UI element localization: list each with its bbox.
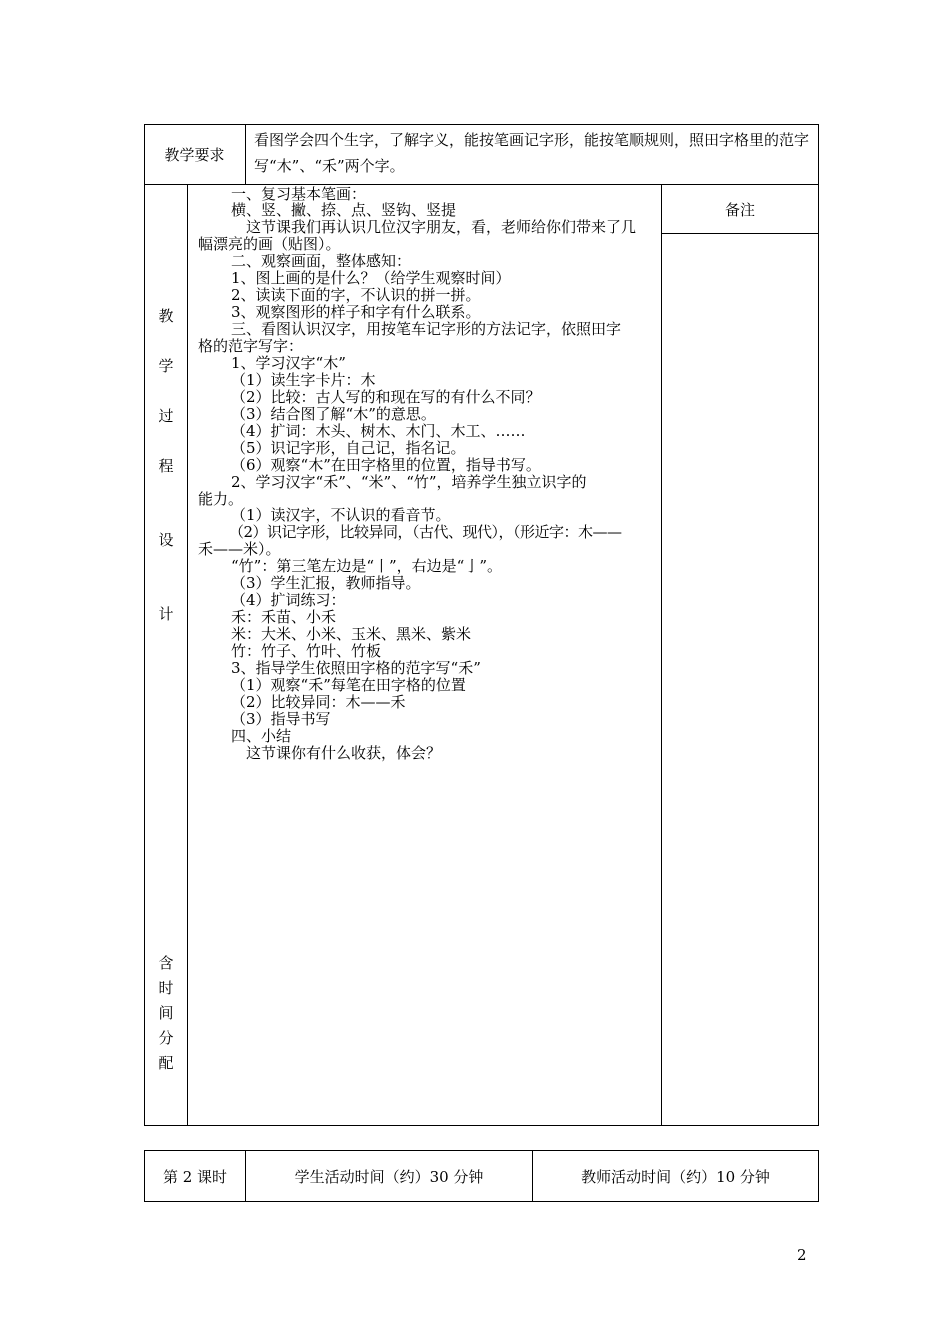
content-line: 米：大米、小米、玉米、黑米、紫米 bbox=[231, 625, 472, 643]
content-line: 1、学习汉字“木” bbox=[231, 354, 346, 372]
content-line: （4）扩词：木头、树木、木门、木工、…… bbox=[231, 422, 526, 440]
content-line: （4）扩词练习： bbox=[231, 591, 346, 609]
content-line: （1）读汉字，不认识的看音节。 bbox=[231, 506, 451, 524]
content-line: 3、观察图形的样子和字有什么联系。 bbox=[231, 303, 481, 321]
time-label-char: 分 bbox=[158, 1029, 174, 1047]
content-line: 禾：禾苗、小禾 bbox=[231, 608, 337, 626]
content-line: “竹”：第三笔左边是“丨”，右边是“亅”。 bbox=[231, 557, 503, 575]
col-divider bbox=[245, 124, 246, 185]
process-label-char: 设 bbox=[158, 531, 174, 549]
content-line: 幅漂亮的画（贴图）。 bbox=[198, 235, 341, 253]
student-activity-time: 学生活动时间（约）30 分钟 bbox=[294, 1167, 484, 1186]
content-line: 二、观察画面，整体感知： bbox=[231, 252, 412, 270]
content-line: 横、竖、撇、捺、点、竖钩、竖提 bbox=[231, 201, 457, 219]
col-divider bbox=[661, 184, 662, 1126]
content-line: （2）比较：古人写的和现在写的有什么不同？ bbox=[231, 388, 541, 406]
process-label-char: 程 bbox=[158, 457, 174, 475]
content-line: 1、图上画的是什么？（给学生观察时间） bbox=[231, 269, 511, 287]
content-line: 竹：竹子、竹叶、竹板 bbox=[231, 642, 382, 660]
content-line: （2）比较异同：木——禾 bbox=[231, 693, 406, 711]
requirements-text: 看图学会四个生字，了解字义，能按笔画记字形，能按笔顺规则，照田字格里的范字写“木”、“禾”两个字。 bbox=[254, 131, 810, 175]
process-label-char: 教 bbox=[158, 307, 174, 325]
content-line: 格的范字写字： bbox=[198, 337, 304, 355]
requirements-label: 教学要求 bbox=[164, 146, 225, 164]
content-line: 3、指导学生依照田字格的范字写“禾” bbox=[231, 659, 481, 677]
teacher-activity-time: 教师活动时间（约）10 分钟 bbox=[581, 1167, 770, 1186]
content-line: 这节课你有什么收获，体会？ bbox=[246, 744, 442, 762]
content-line: 能力。 bbox=[198, 490, 244, 508]
notes-header-divider bbox=[661, 233, 819, 234]
process-label-char: 学 bbox=[158, 357, 174, 375]
process-label-char: 计 bbox=[158, 605, 174, 623]
time-label-char: 间 bbox=[158, 1004, 174, 1022]
content-line: 2、学习汉字“禾”、“米”、“竹”，培养学生独立识字的 bbox=[231, 473, 587, 491]
content-line: （2）识记字形，比较异同，（古代、现代），（形近字：木—— bbox=[229, 523, 622, 541]
content-line: 2、读读下面的字，不认识的拼一拼。 bbox=[231, 286, 481, 304]
lesson-number: 第 2 课时 bbox=[162, 1167, 228, 1186]
content-line: （3）学生汇报，教师指导。 bbox=[231, 574, 421, 592]
content-line: （3）指导书写 bbox=[231, 710, 331, 728]
content-line: 四、小结 bbox=[231, 727, 292, 745]
content-line: 一、复习基本笔画： bbox=[231, 185, 367, 203]
content-line: （3）结合图了解“木”的意思。 bbox=[231, 405, 436, 423]
content-line: 这节课我们再认识几位汉字朋友，看，老师给你们带来了几 bbox=[246, 218, 637, 236]
content-line: （1）读生字卡片：木 bbox=[231, 371, 376, 389]
time-label-char: 配 bbox=[158, 1054, 174, 1072]
content-line: （1）观察“禾”每笔在田字格的位置 bbox=[231, 676, 466, 694]
time-label-char: 含 bbox=[158, 954, 174, 972]
time-label-char: 时 bbox=[158, 979, 174, 997]
process-label-char: 过 bbox=[158, 407, 174, 425]
content-line: （6）观察“木”在田字格里的位置，指导书写。 bbox=[231, 456, 541, 474]
col-divider bbox=[187, 184, 188, 1126]
notes-header: 备注 bbox=[724, 200, 755, 219]
content-line: 三、看图认识汉字，用按笔车记字形的方法记字，依照田字 bbox=[231, 320, 622, 338]
content-line: 禾——米）。 bbox=[198, 540, 281, 558]
content-line: （5）识记字形，自己记，指名记。 bbox=[231, 439, 466, 457]
page-number: 2 bbox=[797, 1246, 807, 1264]
